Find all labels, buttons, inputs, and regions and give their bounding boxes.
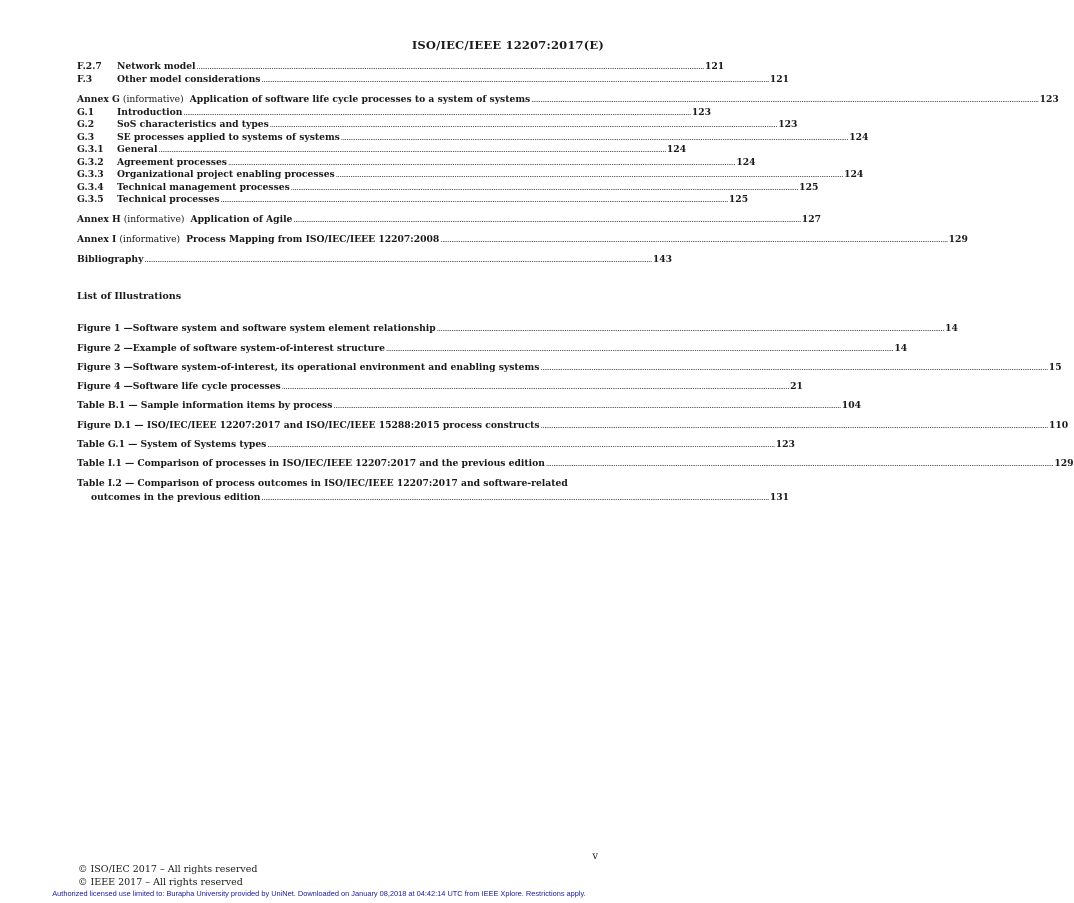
illustration-page: 123: [775, 439, 795, 450]
toc-page: 124: [736, 157, 756, 168]
leader-dots: ......................................................................................................................................................................................................................................................................................: [196, 63, 704, 71]
leader-dots: ......................................................................................................................................................................................................................................................................................: [261, 76, 769, 84]
leader-dots: ......................................................................................................................................................................................................................................................................................: [220, 196, 728, 204]
leader-dots: ......................................................................................................................................................................................................................................................................................: [340, 134, 849, 142]
toc-entry[interactable]: [77, 254, 673, 267]
illustration-entry[interactable]: [77, 478, 790, 503]
toc-title: General: [117, 144, 158, 155]
toc-title: Application of software life cycle processes to a system of systems: [189, 94, 531, 105]
illustration-page: 131: [769, 492, 790, 503]
illustration-entry[interactable]: [77, 362, 1062, 373]
toc-annex-entry[interactable]: [77, 94, 1059, 107]
leader-dots: ......................................................................................................................................................................................................................................................................................: [440, 236, 948, 244]
illustration-title: Figure 2 —Example of software system-of-interest structure: [77, 343, 385, 354]
toc-annex-entry[interactable]: [77, 234, 968, 247]
leader-dots: ......................................................................................................................................................................................................................................................................................: [545, 460, 1054, 468]
illustration-title: Figure 4 —Software life cycle processes: [77, 381, 281, 392]
annex-informative: (informative): [122, 94, 184, 105]
illustration-page: 14: [945, 323, 958, 334]
toc-entry[interactable]: [77, 144, 687, 157]
toc-number: G.3.5: [77, 194, 104, 205]
toc-title: Organizational project enabling processes: [117, 169, 335, 180]
annex-label: Annex H: [77, 214, 121, 225]
toc-number: G.3: [77, 132, 95, 143]
toc-page: 127: [801, 214, 821, 225]
toc-page: 125: [728, 194, 749, 205]
toc-page: 121: [704, 61, 725, 72]
leader-dots: ......................................................................................................................................................................................................................................................................................: [269, 121, 778, 129]
toc-page: 123: [778, 119, 798, 130]
toc-title: Network model: [117, 61, 196, 72]
leader-dots: ......................................................................................................................................................................................................................................................................................: [158, 146, 666, 154]
illustration-title-line2: outcomes in the previous edition: [91, 492, 261, 503]
toc-title: SE processes applied to systems of systems: [117, 132, 340, 143]
illustration-page: 104: [841, 400, 861, 411]
toc-title: Application of Agile: [190, 214, 293, 225]
illustration-entry[interactable]: [77, 439, 795, 450]
leader-dots: ......................................................................................................................................................................................................................................................................................: [293, 216, 801, 224]
leader-dots: ......................................................................................................................................................................................................................................................................................: [183, 109, 691, 117]
leader-dots: ......................................................................................................................................................................................................................................................................................: [333, 402, 841, 410]
toc-entry[interactable]: [77, 119, 798, 132]
leader-dots: ......................................................................................................................................................................................................................................................................................: [227, 159, 736, 167]
toc-title: Process Mapping from ISO/IEC/IEEE 12207:2008: [186, 234, 440, 245]
toc-number: F.3: [77, 74, 93, 85]
leader-dots: ......................................................................................................................................................................................................................................................................................: [261, 494, 769, 502]
illustration-entry[interactable]: [77, 400, 861, 411]
copyright-ieee: © IEEE 2017 – All rights reserved: [78, 877, 243, 888]
toc-page: 124: [666, 144, 687, 155]
illustration-entry[interactable]: [77, 381, 803, 392]
toc-page: 125: [799, 182, 819, 193]
toc-title: Other model considerations: [117, 74, 261, 85]
leader-dots: ......................................................................................................................................................................................................................................................................................: [531, 96, 1039, 104]
illustration-entry[interactable]: [77, 343, 908, 354]
toc-title: SoS characteristics and types: [117, 119, 269, 130]
illustration-title-line1: Table I.2 — Comparison of process outcomes in ISO/IEC/IEEE 12207:2017 and software-related: [77, 478, 568, 489]
illustration-title: Table I.1 — Comparison of processes in ISO/IEC/IEEE 12207:2017 and the previous edition: [77, 458, 545, 469]
toc-page: 143: [652, 254, 673, 265]
illustration-page: 15: [1048, 362, 1062, 373]
leader-dots: ......................................................................................................................................................................................................................................................................................: [386, 345, 894, 353]
illustration-page: 21: [790, 381, 803, 392]
leader-dots: ......................................................................................................................................................................................................................................................................................: [540, 422, 1048, 430]
leader-dots: ......................................................................................................................................................................................................................................................................................: [144, 256, 652, 264]
leader-dots: ......................................................................................................................................................................................................................................................................................: [281, 383, 790, 391]
leader-dots: ......................................................................................................................................................................................................................................................................................: [290, 184, 799, 192]
toc-page: 124: [849, 132, 869, 143]
illustration-title: Table G.1 — System of Systems types: [77, 439, 267, 450]
toc-page: 124: [844, 169, 864, 180]
annex-informative: (informative): [119, 234, 181, 245]
toc-number: G.3.1: [77, 144, 104, 155]
toc-page: 123: [1039, 94, 1059, 105]
toc-title: Agreement processes: [117, 157, 227, 168]
leader-dots: ......................................................................................................................................................................................................................................................................................: [540, 364, 1048, 372]
toc-page: 129: [948, 234, 968, 245]
toc-number: G.3.3: [77, 169, 104, 180]
illustration-entry[interactable]: [77, 458, 1074, 469]
illustration-title: Figure 3 —Software system-of-interest, its operational environment and enabling systems: [77, 362, 540, 373]
toc-title: Technical processes: [117, 194, 220, 205]
illustration-title-continuation: [77, 492, 790, 503]
illustration-page: 14: [894, 343, 908, 354]
toc-entry[interactable]: [77, 74, 790, 87]
illustration-title: Table B.1 — Sample information items by process: [77, 400, 333, 411]
list-of-illustrations-heading: List of Illustrations: [77, 291, 182, 302]
document-header: ISO/IEC/IEEE 12207:2017(E): [411, 38, 604, 52]
toc-entry[interactable]: [77, 61, 725, 74]
illustration-page: 110: [1048, 420, 1069, 431]
toc-annex-entry[interactable]: [77, 214, 821, 227]
toc-title: Bibliography: [77, 254, 144, 265]
toc-number: F.2.7: [77, 61, 102, 72]
toc-number: G.2: [77, 119, 95, 130]
toc-entry[interactable]: [77, 169, 864, 182]
illustration-page: 129: [1054, 458, 1074, 469]
toc-entry[interactable]: [77, 194, 749, 207]
illustration-title: Figure 1 —Software system and software system element relationship: [77, 323, 436, 334]
toc-number: G.1: [77, 107, 95, 118]
leader-dots: ......................................................................................................................................................................................................................................................................................: [436, 325, 945, 333]
toc-number: G.3.4: [77, 182, 104, 193]
copyright-iso: © ISO/IEC 2017 – All rights reserved: [78, 864, 258, 875]
leader-dots: ......................................................................................................................................................................................................................................................................................: [267, 441, 775, 449]
toc-title: Introduction: [117, 107, 183, 118]
toc-title: Technical management processes: [117, 182, 290, 193]
annex-label: Annex G: [77, 94, 120, 105]
illustration-entry[interactable]: [77, 323, 958, 334]
page-number: v: [592, 851, 598, 862]
illustration-entry[interactable]: [77, 420, 1069, 431]
authorization-notice: Authorized licensed use limited to: Burapha University provided by UniNet. Downloaded on January 08,2018 at 04:42:14 UTC from IEEE Xplore. Restrictions apply.: [52, 889, 586, 898]
toc-number: G.3.2: [77, 157, 104, 168]
toc-page: 123: [691, 107, 712, 118]
illustration-title: Figure D.1 — ISO/IEC/IEEE 12207:2017 and ISO/IEC/IEEE 15288:2015 process constructs: [77, 420, 540, 431]
toc-page: 121: [769, 74, 790, 85]
leader-dots: ......................................................................................................................................................................................................................................................................................: [335, 171, 844, 179]
annex-label: Annex I: [77, 234, 117, 245]
annex-informative: (informative): [123, 214, 185, 225]
